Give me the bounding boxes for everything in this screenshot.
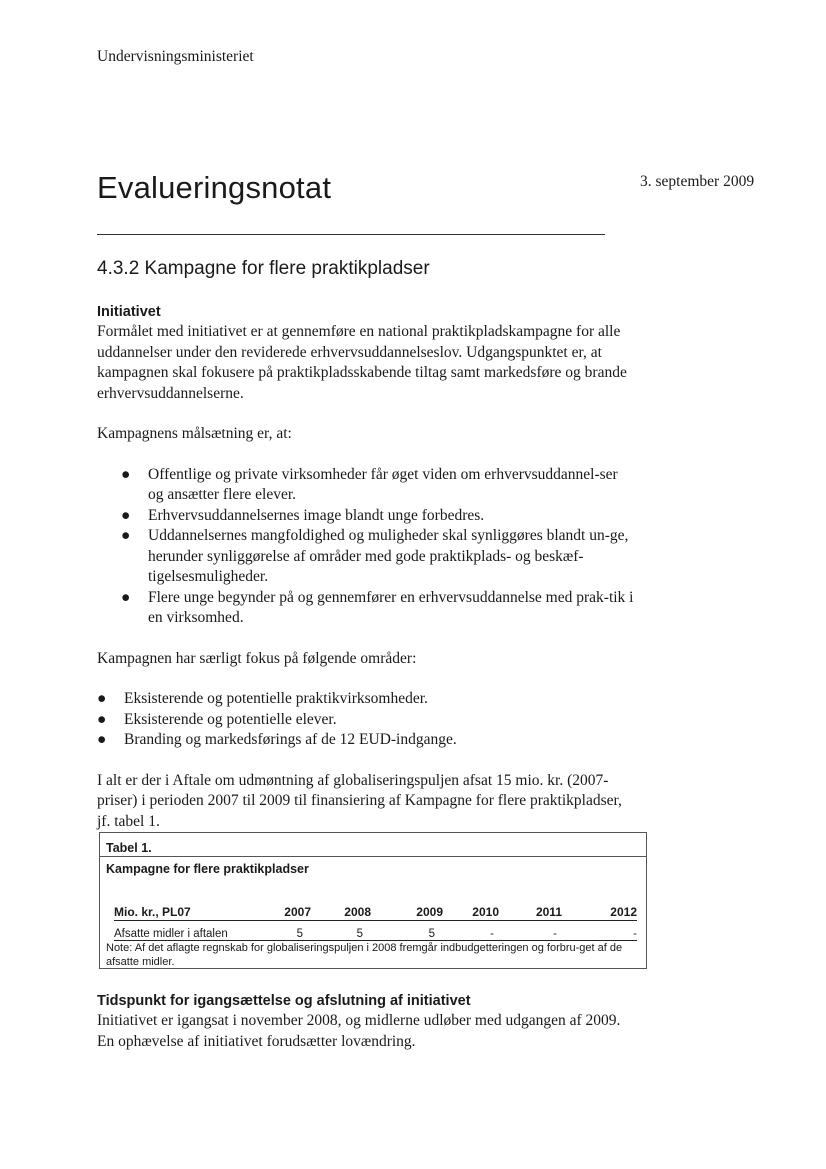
bullet-icon: ● <box>121 588 131 606</box>
goals-list <box>97 465 637 629</box>
section-heading: 4.3.2 Kampagne for flere praktikpladser <box>97 258 430 279</box>
timing-section <box>97 992 637 1052</box>
table-cell: - <box>633 928 637 940</box>
bullet-icon: ● <box>97 710 107 728</box>
organization-name: Undervisningsministeriet <box>97 48 254 65</box>
focus-intro: Kampagnen har særligt fokus på følgende områder: <box>97 649 417 667</box>
table-note: Note: Af det aflagte regnskab for globaliseringspuljen i 2008 fremgår indbudgetteringen og forbru-get af de afsatte midler. <box>106 942 623 968</box>
table-caption: Tabel 1. <box>106 841 152 855</box>
bullet-icon: ● <box>121 465 131 483</box>
table-header-cell: 2011 <box>535 905 562 919</box>
divider <box>100 856 646 857</box>
bullet-icon: ● <box>121 527 131 544</box>
table-title: Kampagne for flere praktikpladser <box>106 862 309 876</box>
list-item: ● Flere unge begynder på og gennemfører en erhvervsuddannelse med prak-tik i en virksomhed. <box>121 588 634 626</box>
section-content <box>97 303 637 832</box>
table-header-cell: 2008 <box>344 905 371 919</box>
initiative-heading: Initiativet <box>97 304 161 320</box>
list-item: ● Offentlige og private virksomheder får øget viden om erhvervsuddannel-ser og ansætter flere elever. <box>121 465 618 503</box>
bullet-icon: ● <box>97 731 107 748</box>
document-date: 3. september 2009 <box>640 173 755 190</box>
list-item: ● Erhvervsuddannelsernes image blandt unge forbedres. <box>121 506 637 527</box>
table-1 <box>99 832 647 969</box>
table-header-cell: 2007 <box>284 905 311 919</box>
title-divider <box>97 234 605 235</box>
table-cell: 5 <box>428 928 435 940</box>
document-title: Evalueringsnotat <box>97 170 332 205</box>
table-header-cell: 2009 <box>416 905 443 919</box>
table-cell: 5 <box>296 928 303 940</box>
list-item: ● Eksisterende og potentielle elever. <box>97 710 637 731</box>
table-header-cell: 2012 <box>610 905 637 919</box>
timing-heading: Tidspunkt for igangsættelse og afslutning af initiativet <box>97 993 471 1009</box>
goals-intro: Kampagnens målsætning er, at: <box>97 425 292 442</box>
list-item: ● Branding og markedsførings af de 12 EUD-indgange. <box>97 730 637 751</box>
table-cell: Afsatte midler i aftalen <box>114 928 228 940</box>
list-item: ● Uddannelsernes mangfoldighed og muligheder skal synliggøres blandt un-ge, herunder synliggørelse af områder med gode praktikplads- og beskæf-tigelsesmuligheder. <box>121 527 629 585</box>
table-cell: 5 <box>356 928 363 940</box>
table-header-cell: 2010 <box>472 905 499 919</box>
bullet-icon: ● <box>97 690 107 707</box>
focus-list <box>97 689 637 751</box>
initiative-text: Formålet med initiativet er at gennemføre en national praktikpladskampagne for alle uddannelser under den reviderede erhvervsuddannelseslov. Udgangspunktet er, at kampagnen skal fokusere på praktikpladsskabende tiltag samt markedsføre og brande erhvervsuddannelserne. <box>97 323 627 402</box>
table-cell: - <box>553 928 557 940</box>
bullet-icon: ● <box>121 506 131 524</box>
divider <box>114 920 637 921</box>
timing-text: Initiativet er igangsat i november 2008, og midlerne udløber med udgangen af 2009. En ophævelse af initiativet forudsætter lovændring. <box>97 1012 621 1050</box>
table-header-cell: Mio. kr., PL07 <box>114 905 191 919</box>
list-item: ● Eksisterende og potentielle praktikvirksomheder. <box>97 689 637 710</box>
table-cell: - <box>490 928 494 940</box>
funding-text: I alt er der i Aftale om udmøntning af globaliseringspuljen afsat 15 mio. kr. (2007-priser) i perioden 2007 til 2009 til finansiering af Kampagne for flere praktikpladser, jf. tabel 1. <box>97 771 622 830</box>
